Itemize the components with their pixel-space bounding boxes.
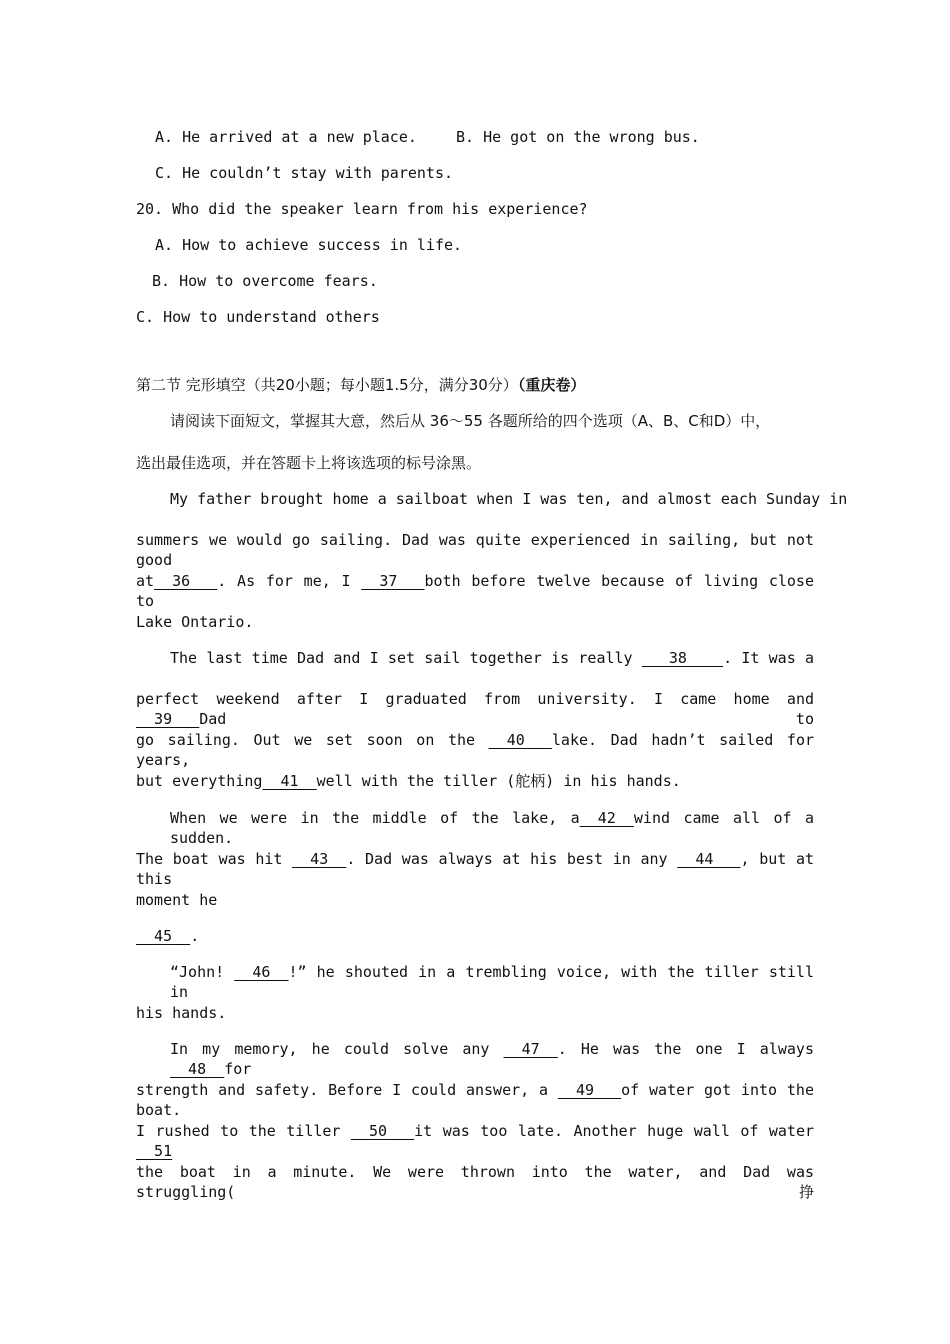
passage-p1-line3: [136, 571, 814, 611]
passage-p2-line1: [170, 648, 814, 668]
passage-p3-line1: [170, 808, 814, 848]
text-run: well with the tiller (舵柄) in his hands.: [316, 772, 681, 790]
blank-45: __45__: [136, 927, 191, 945]
passage-p3-line2: [136, 849, 814, 889]
section-tag: （重庆卷）: [517, 376, 586, 394]
blank-37: __37___: [361, 572, 425, 590]
text-run: . Dad was always at his best in any: [346, 850, 668, 868]
blank-47: __47__: [503, 1040, 558, 1058]
q20-option-a: A. How to achieve success in life.: [155, 236, 463, 254]
passage-p5-line2: [136, 1080, 814, 1120]
text-run: In my memory, he could solve any: [170, 1040, 490, 1058]
text-run: Dad to: [199, 710, 814, 728]
blank-49: __49___: [557, 1081, 622, 1099]
text-run: I rushed to the tiller: [136, 1122, 341, 1140]
blank-43: __43__: [292, 850, 347, 868]
blank-51: __51: [136, 1142, 173, 1160]
text-run: . He was the one I always: [557, 1040, 814, 1058]
text-run: lake. Dad hadn’t sailed for years,: [136, 731, 815, 769]
passage-p1-line1: My father brought home a sailboat when I was ten, and almost each Sunday in: [170, 490, 848, 508]
blank-48: __48__: [170, 1060, 225, 1078]
q20-stem: 20. Who did the speaker learn from his experience?: [136, 200, 588, 218]
text-run: for: [224, 1060, 252, 1078]
section-heading: [136, 375, 585, 395]
text-run: at: [136, 572, 155, 590]
text-run: but everything: [136, 772, 263, 790]
passage-p5-line4: the boat in a minute. We were thrown into the water, and Dad was struggling(挣: [136, 1163, 814, 1201]
text-run: When we were in the middle of the lake, a: [170, 809, 580, 827]
blank-44: __44___: [677, 850, 741, 868]
blank-50: __50___: [350, 1122, 415, 1140]
blank-39: __39___: [136, 710, 200, 728]
section-instruction-2: 选出最佳选项，并在答题卡上将该选项的标号涂黑。: [136, 454, 482, 472]
q19-option-a: A. He arrived at a new place.: [155, 128, 417, 146]
text-run: it was too late. Another huge wall of water: [414, 1122, 815, 1140]
text-run: go sailing. Out we set soon on the: [136, 731, 476, 749]
blank-36: __36___: [154, 572, 218, 590]
passage-p4-line1: [170, 962, 814, 1002]
passage-p3-line4: [136, 926, 199, 946]
text-run: “John!: [170, 963, 225, 981]
text-run: The boat was hit: [136, 850, 283, 868]
passage-p1-line2: summers we would go sailing. Dad was quite experienced in sailing, but not good: [136, 531, 814, 569]
text-run: .: [190, 927, 200, 945]
passage-p4-line2: his hands.: [136, 1004, 227, 1022]
q19-option-c: C. He couldn’t stay with parents.: [155, 164, 454, 182]
q20-option-b: B. How to overcome fears.: [152, 272, 378, 290]
blank-42: __42__: [579, 809, 634, 827]
blank-46: __46__: [234, 963, 289, 981]
text-run: . As for me, I: [217, 572, 351, 590]
passage-p5-line3: [136, 1121, 814, 1161]
text-run: perfect weekend after I graduated from university. I came home and: [136, 690, 814, 708]
section-title: 第二节 完形填空（共20小题；每小题1.5分，满分30分）: [136, 376, 518, 394]
blank-38: ___38____: [641, 649, 724, 667]
blank-40: __40___: [488, 731, 552, 749]
text-run: , but at this: [136, 850, 815, 888]
text-run: strength and safety. Before I could answer, a: [136, 1081, 549, 1099]
passage-p3-line3: moment he: [136, 891, 218, 909]
section-instruction-1: 请阅读下面短文，掌握其大意，然后从 36～55 各题所给的四个选项（A、B、C和D）中，: [170, 412, 771, 430]
q19-option-b: B. He got on the wrong bus.: [456, 128, 700, 146]
text-run: . It was a: [723, 649, 815, 667]
passage-p1-line4: Lake Ontario.: [136, 613, 254, 631]
text-run: The last time Dad and I set sail together is really: [170, 649, 633, 667]
passage-p2-line2: [136, 689, 814, 729]
passage-p2-line3: [136, 730, 814, 770]
text-run: both before twelve because of living close to: [136, 572, 814, 610]
q20-option-c: C. How to understand others: [136, 308, 380, 326]
text-run: !” he shouted in a trembling voice, with the tiller still in: [170, 963, 814, 1001]
passage-p5-line1: [170, 1039, 814, 1079]
blank-41: __41__: [262, 772, 317, 790]
text-run: wind came all of a sudden.: [170, 809, 814, 847]
text-run: of water got into the boat.: [136, 1081, 814, 1119]
passage-p2-line4: [136, 771, 681, 791]
